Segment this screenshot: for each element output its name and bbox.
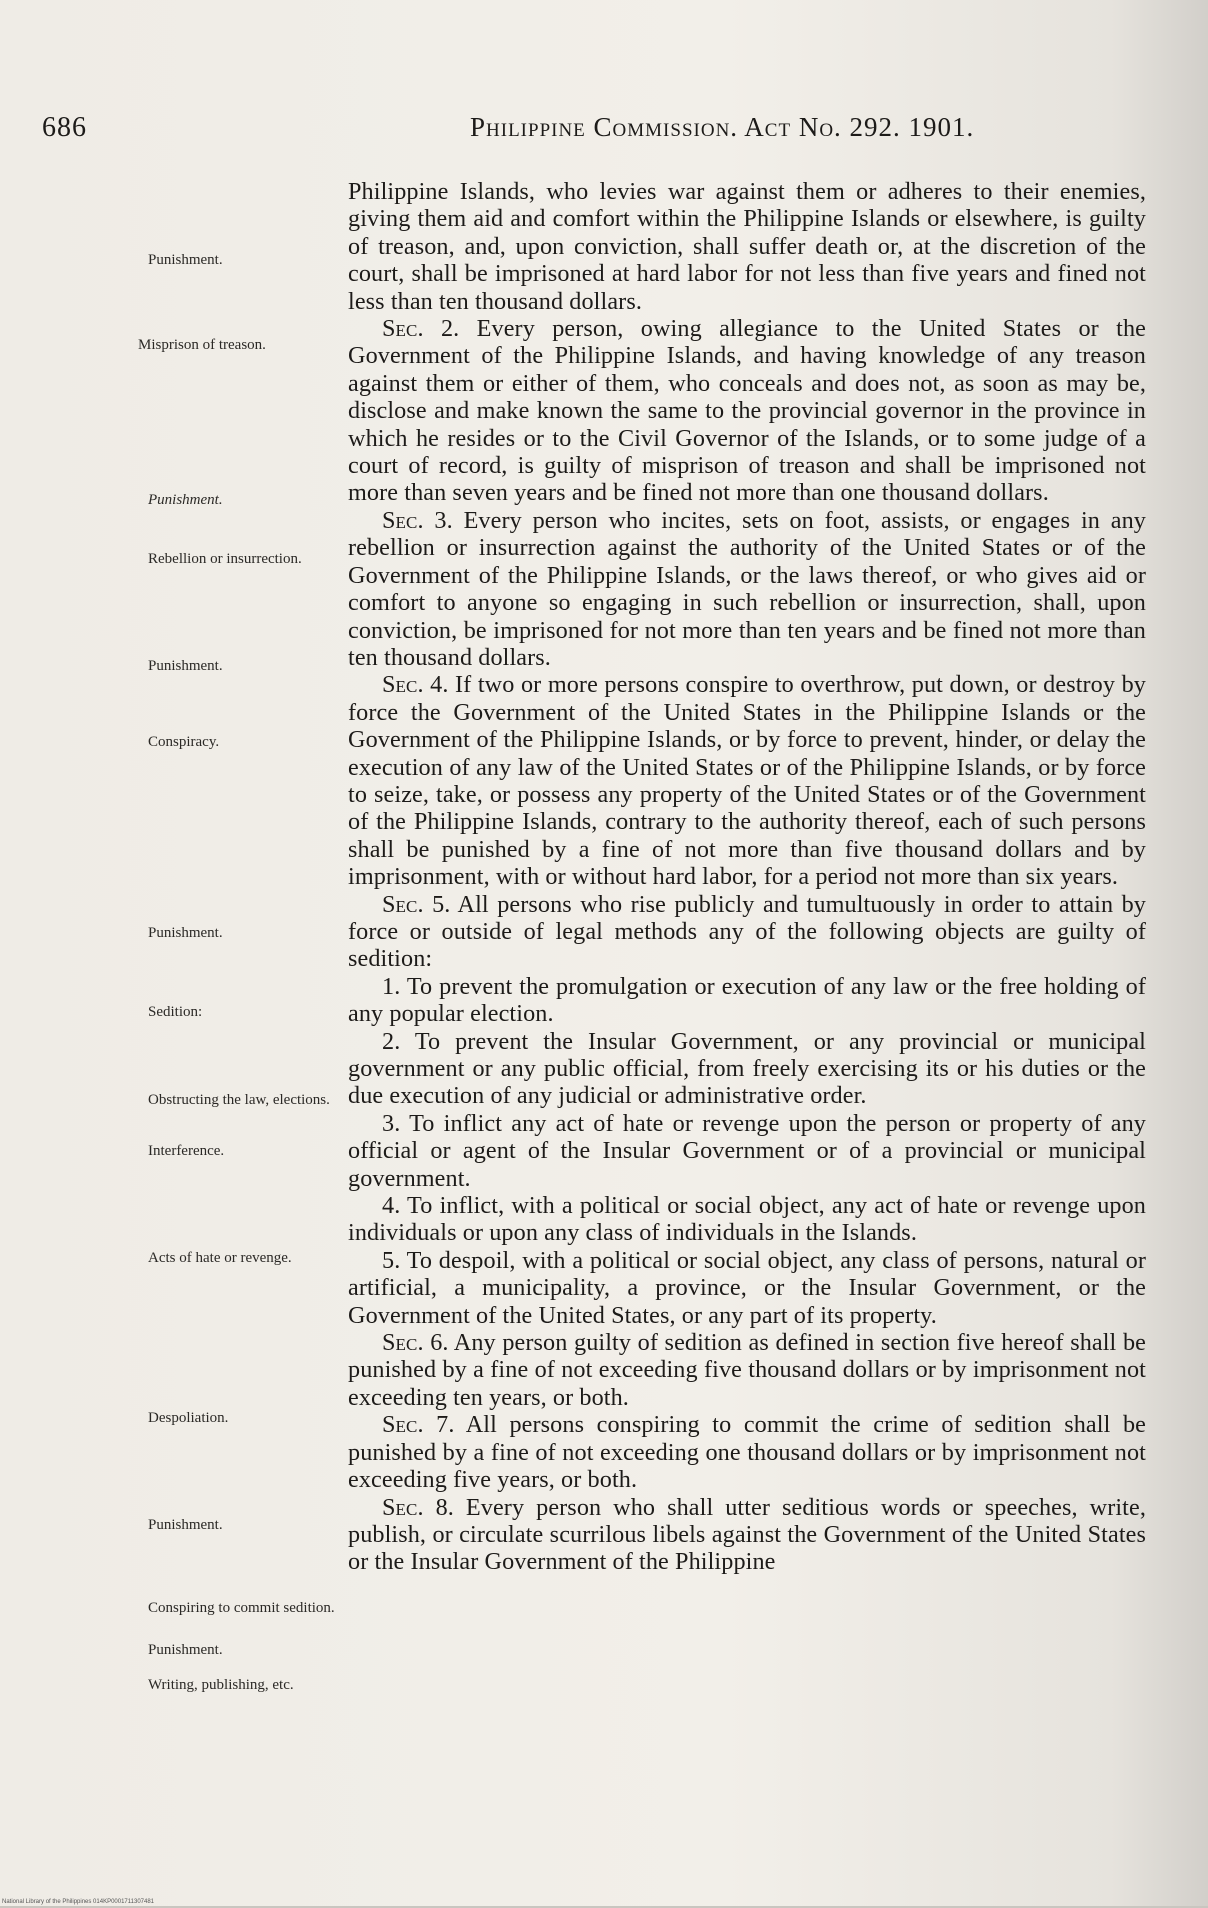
margin-note: Punishment. bbox=[148, 252, 223, 268]
section-label: Sec. 7. bbox=[382, 1411, 455, 1439]
margin-note: Conspiring to commit sedition. bbox=[148, 1600, 335, 1616]
margin-note: Punishment. bbox=[148, 925, 223, 941]
paragraph: Sec. 8. Every person who shall utter seditious words or speeches, write, publish, or circulate scurrilous libels against the Government of the United States or the Insular Government of the Philippine bbox=[348, 1493, 1146, 1576]
margin-note: Misprison of treason. bbox=[138, 337, 266, 353]
margin-note: Rebellion or insurrection. bbox=[148, 551, 302, 567]
paragraph: 4. To inflict, with a political or social object, any act of hate or revenge upon individuals or upon any class of individuals in the Islands. bbox=[348, 1192, 1146, 1247]
margin-note: Conspiracy. bbox=[148, 734, 220, 750]
body-text bbox=[348, 178, 1146, 1576]
margin-note: Despoliation. bbox=[148, 1410, 229, 1426]
margin-note: Punishment. bbox=[148, 1517, 223, 1533]
paragraph: 1. To prevent the promulgation or execution of any law or the free holding of any popular election. bbox=[348, 972, 1146, 1028]
section-label: Sec. 3. bbox=[382, 506, 453, 534]
section-label: Sec. 8. bbox=[382, 1493, 454, 1521]
paragraph: 2. To prevent the Insular Government, or any provincial or municipal government or any public official, from freely exercising its or his duties or the due execution of any judicial or administrative order. bbox=[348, 1027, 1146, 1110]
page-number: 686 bbox=[42, 112, 87, 143]
page-header bbox=[0, 112, 1208, 152]
section-label: Sec. 6. bbox=[382, 1329, 449, 1357]
margin-note: Punishment. bbox=[148, 492, 223, 508]
margin-note: Punishment. bbox=[148, 1642, 223, 1658]
section-label: Sec. 2. bbox=[382, 315, 460, 343]
section-label: Sec. 4. bbox=[382, 671, 449, 699]
margin-note: Writing, publishing, etc. bbox=[148, 1677, 294, 1693]
paragraph: 3. To inflict any act of hate or revenge upon the person or property of any official or agent of the Insular Government or of a provincial or municipal government. bbox=[348, 1109, 1146, 1192]
margin-note: Punishment. bbox=[148, 658, 223, 674]
paragraph: Sec. 7. All persons conspiring to commit the crime of sedition shall be punished by a fine of not exceeding one thousand dollars or by imprisonment not exceeding five years, or both. bbox=[348, 1411, 1146, 1494]
margin-note: Acts of hate or revenge. bbox=[148, 1250, 292, 1266]
paragraph: Sec. 3. Every person who incites, sets on foot, assists, or engages in any rebellion or insurrection against the authority of the United States or of the Government of the Philippine Islands, or the laws thereof, or who gives aid or comfort to anyone so engaging in such rebellion or insurrection, shall, upon conviction, be imprisoned for not more than ten years and be fined not more than ten thousand dollars. bbox=[348, 506, 1146, 671]
footer-credit: National Library of the Philippines 014KP0001711307481 bbox=[2, 1899, 155, 1905]
paragraph: Sec. 5. All persons who rise publicly and tumultuously in order to attain by force or outside of legal methods any of the following objects are guilty of sedition: bbox=[348, 890, 1146, 973]
margin-note: Sedition: bbox=[148, 1004, 203, 1020]
running-title: Philippine Commission. Act No. 292. 1901. bbox=[470, 112, 975, 142]
section-label: Sec. 5. bbox=[382, 890, 451, 918]
paragraph: 5. To despoil, with a political or social object, any class of persons, natural or artificial, a municipality, a province, or the Insular Government, or the Government of the United States, or any part of its property. bbox=[348, 1246, 1146, 1329]
paragraph: Sec. 4. If two or more persons conspire to overthrow, put down, or destroy by force the Government of the United States in the Philippine Islands or the Government of the Philippine Islands, or by force to prevent, hinder, or delay the execution of any law of the United States or of the Philippine Islands, or by force to seize, take, or possess any property of the United States or of the Government of the Philippine Islands, contrary to the authority thereof, each of such persons shall be punished by a fine of not more than five thousand dollars and by imprisonment, with or without hard labor, for a period not more than six years. bbox=[348, 671, 1146, 891]
margin-note: Obstructing the law, elections. bbox=[148, 1092, 330, 1108]
paragraph: Sec. 2. Every person, owing allegiance to the United States or the Government of the Philippine Islands, and having knowledge of any treason against them or either of them, who conceals and does not, as soon as may be, disclose and make known the same to the provincial governor in the province in which he resides or to the Civil Governor of the Islands, or to some judge of a court of record, is guilty of misprison of treason and shall be imprisoned not more than seven years and be fined not more than one thousand dollars. bbox=[348, 315, 1146, 507]
paragraph: Sec. 6. Any person guilty of sedition as defined in section five hereof shall be punished by a fine of not exceeding five thousand dollars or by imprisonment not exceeding ten years, or both. bbox=[348, 1329, 1146, 1411]
paragraph: Philippine Islands, who levies war against them or adheres to their enemies, giving them aid and comfort within the Philippine Islands or elsewhere, is guilty of treason, and, upon conviction, shall suffer death or, at the discretion of the court, shall be imprisoned at hard labor for not less than five years and fined not less than ten thousand dollars. bbox=[348, 178, 1146, 315]
margin-note: Interference. bbox=[148, 1143, 225, 1159]
